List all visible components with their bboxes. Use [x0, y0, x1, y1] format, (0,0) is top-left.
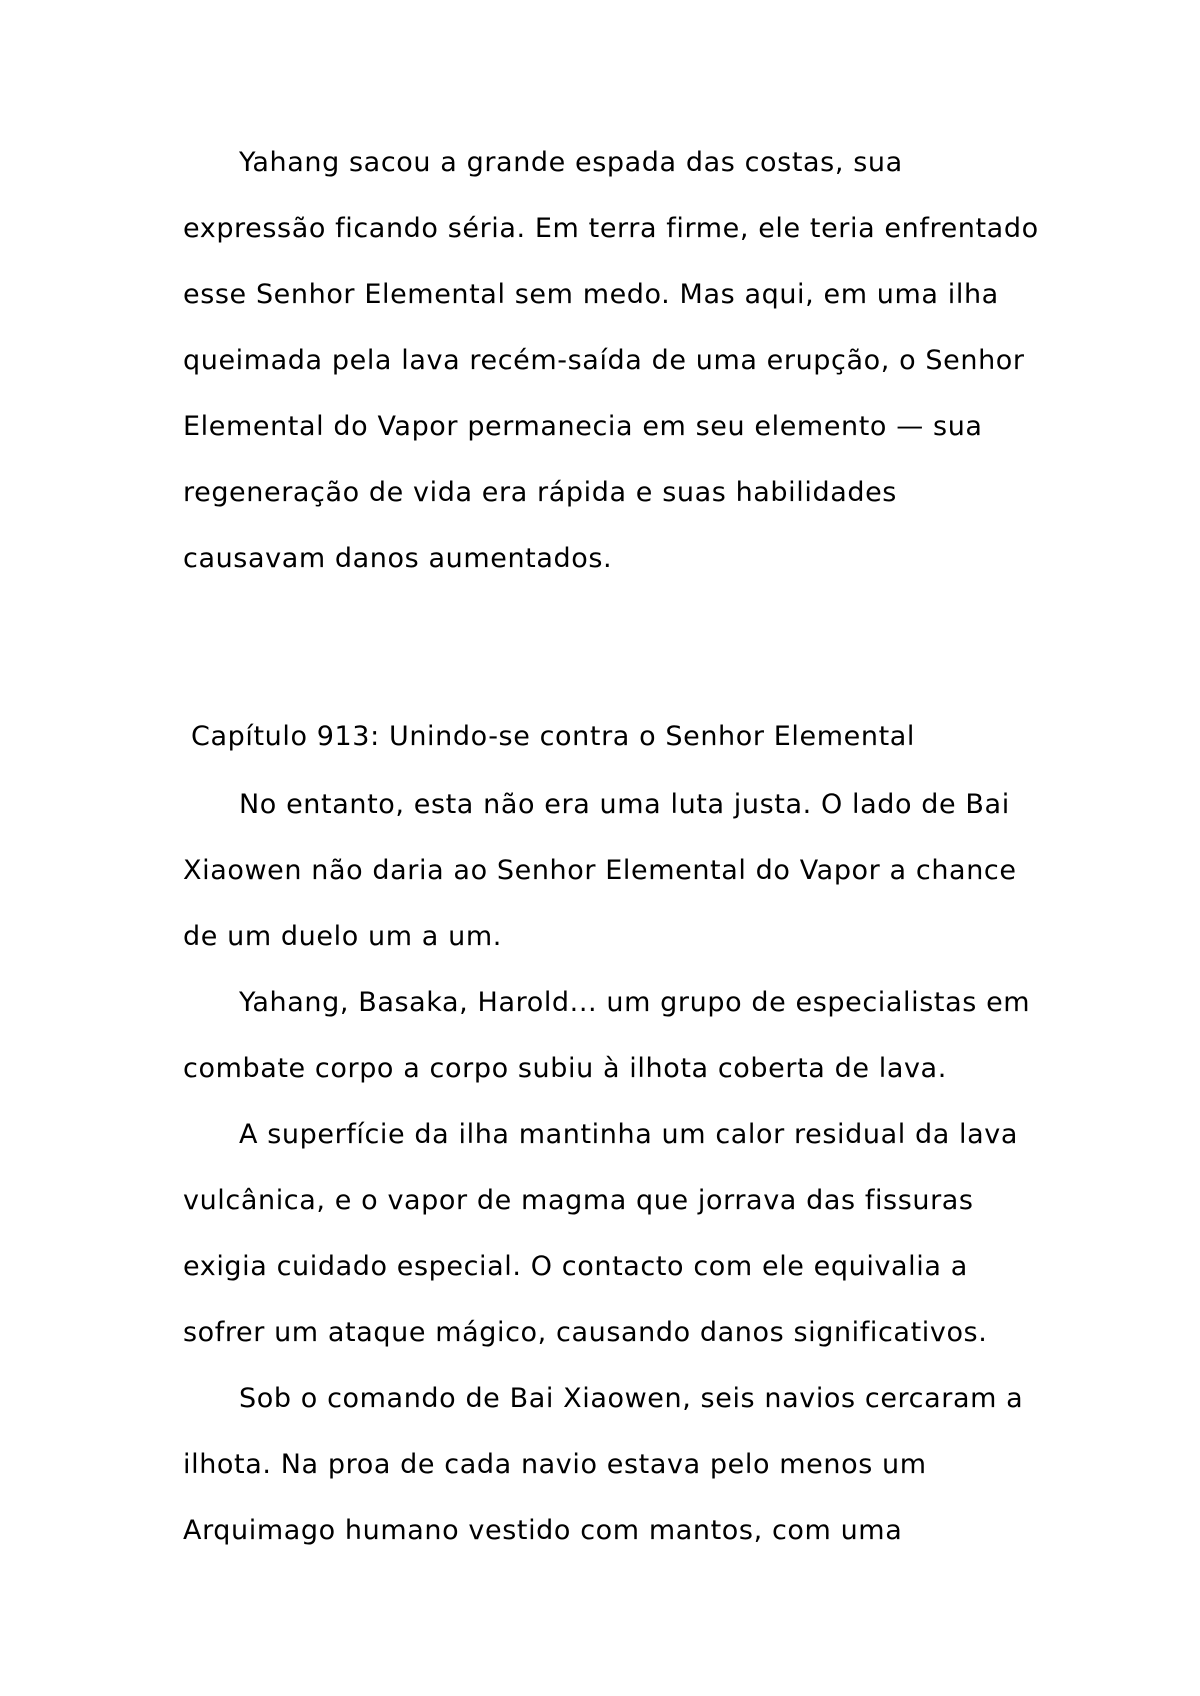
- section-1: [183, 130, 1043, 592]
- paragraph-1: Yahang sacou a grande espada das costas, sua expressão ficando séria. Em terra firme, ele teria enfrentado esse Senhor Elemental sem medo. Mas aqui, em uma ilha queimada pela lava recém-saída de uma erupção, o Senhor Elemental do Vapor permanecia em seu elemento — sua regeneração de vida era rápida e suas habilidades causavam danos aumentados.: [183, 147, 1039, 574]
- paragraph-5: Sob o comando de Bai Xiaowen, seis navios cercaram a ilhota. Na proa de cada navio estava pelo menos um Arquimago humano vestido com mantos, com uma: [183, 1383, 1024, 1546]
- section-2: [183, 772, 1043, 1564]
- paragraph-2: No entanto, esta não era uma luta justa. O lado de Bai Xiaowen não daria ao Senhor Elemental do Vapor a chance de um duelo um a um.: [183, 789, 1017, 952]
- paragraph-3: Yahang, Basaka, Harold... um grupo de especialistas em combate corpo a corpo subiu à ilhota coberta de lava.: [183, 987, 1031, 1084]
- paragraph-4: A superfície da ilha mantinha um calor residual da lava vulcânica, e o vapor de magma que jorrava das fissuras exigia cuidado especial. O contacto com ele equivalia a sofrer um ataque mágico, causando danos significativos.: [183, 1119, 1019, 1348]
- chapter-title: Capítulo 913: Unindo-se contra o Senhor Elemental: [191, 721, 916, 752]
